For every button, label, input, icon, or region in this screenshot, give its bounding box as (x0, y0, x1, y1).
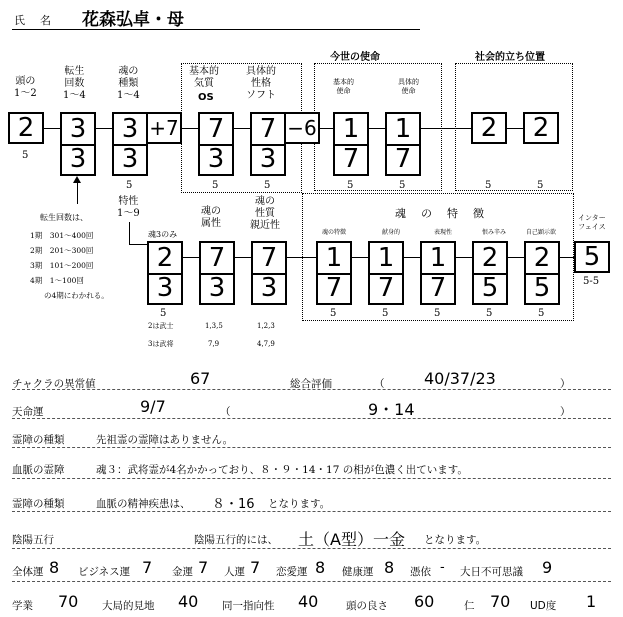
soul-type-bottom: 3 (121, 144, 139, 174)
interface-label: インター フェイス (578, 214, 606, 231)
feature-5-subnum: 5 (538, 308, 545, 319)
feature-5-bottom: 5 (533, 273, 551, 303)
interface-value: 5 (583, 242, 601, 272)
feature-1-box (316, 241, 352, 305)
soul3-note-a: 2は武士 (148, 322, 174, 330)
basic-temperament-label: 基本的 気質 (189, 66, 219, 89)
attribute-label: 魂の 属性 (201, 206, 221, 229)
tenmei-open: （ (220, 406, 231, 418)
concrete-personality-box (250, 112, 286, 176)
rebirth-note-line: 2期 201〜300回 (30, 246, 94, 255)
feature-1-subnum: 5 (330, 308, 337, 319)
mission-title: 今世の使命 (330, 52, 380, 63)
soul3-box (147, 241, 183, 305)
nature-label: 魂の 性質 親近性 (250, 196, 280, 231)
attribute-top: 7 (208, 243, 226, 273)
score-business-label: ビジネス運 (78, 566, 131, 578)
feature-1-label: 魂の特徴 (322, 229, 347, 236)
feature-3-bottom: 7 (429, 273, 447, 303)
reisho1-label: 霊障の種類 (12, 434, 65, 446)
ketsumyaku-label: 血脈の霊障 (12, 464, 65, 476)
basic-bottom: 3 (207, 144, 225, 174)
feature-5-box (524, 241, 560, 305)
trait-line-h (129, 244, 147, 245)
tenmei-label: 天命運 (12, 406, 44, 418)
feature-1-bottom: 7 (325, 273, 343, 303)
connector (235, 257, 251, 258)
score-people-label: 人運 (224, 566, 245, 578)
connector (508, 257, 524, 258)
connector (182, 128, 198, 129)
soul3-subnum: 5 (160, 308, 167, 319)
score-possession-value: - (440, 560, 445, 575)
head-box (8, 112, 44, 144)
social-1-subnum: 5 (485, 180, 492, 191)
basic-subnum: 5 (212, 180, 219, 191)
score-health-label: 健康運 (342, 566, 374, 578)
feature-5-label: 自己顕示欲 (526, 229, 557, 236)
row-underline (12, 478, 611, 479)
trait-label: 特性 1〜9 (117, 196, 140, 219)
connector (421, 128, 471, 129)
score-ud-value: 1 (586, 592, 597, 611)
mission-concrete-bottom: 7 (394, 144, 412, 174)
score-study-value: 70 (58, 592, 79, 611)
mission-concrete-top: 1 (394, 114, 412, 144)
connector (560, 257, 574, 258)
rebirth-note-lines (30, 228, 109, 303)
connector (320, 128, 333, 129)
inyo-prefix: 陰陽五行的には、 (194, 534, 278, 546)
social-box-2 (523, 112, 559, 144)
plus-box (146, 112, 182, 144)
nat-note-a: 1,2,3 (257, 322, 275, 330)
basic-temperament-box (198, 112, 234, 176)
plus-value: +7 (149, 116, 179, 140)
score-love-label: 恋愛運 (276, 566, 308, 578)
concrete-personality-label: 具体的 性格 ソフト (246, 66, 276, 101)
score-jin-label: 仁 (464, 600, 475, 612)
name-label: 氏 名 (14, 14, 53, 27)
rebirth-bottom: 3 (69, 144, 87, 174)
feature-4-label: 恨み辛み (482, 229, 507, 236)
connector (183, 257, 199, 258)
chakra-value: 67 (190, 369, 211, 388)
row-underline (12, 389, 611, 390)
rebirth-note-line: 3期 101〜200回 (30, 261, 94, 270)
row-underline (12, 447, 611, 448)
tenmei-close: ） (560, 406, 571, 418)
connector (96, 128, 112, 129)
soul-features-label: 魂 の 特 徴 (395, 207, 486, 220)
mission-concrete-box (385, 112, 421, 176)
social-title: 社会的立ち位置 (475, 52, 545, 63)
overall-label: 総合評価 (290, 378, 332, 390)
soul-type-label: 魂の 種類 1〜4 (117, 66, 140, 101)
row-underline (12, 581, 611, 582)
rebirth-note-footer: の4期にわかれる。 (44, 291, 109, 300)
connector (287, 257, 316, 258)
feature-3-label: 表現性 (434, 229, 453, 236)
basic-top: 7 (207, 114, 225, 144)
score-dainichi-value: 9 (542, 558, 553, 577)
connector (404, 257, 420, 258)
score-ud-label: UD度 (530, 600, 557, 612)
minus-value: −6 (287, 116, 317, 140)
os-label: OS (198, 92, 214, 103)
reisho1-value: 先祖霊の霊障はありません。 (96, 434, 234, 446)
feature-4-bottom: 5 (481, 273, 499, 303)
rebirth-box (60, 112, 96, 176)
social-2-subnum: 5 (537, 180, 544, 191)
rebirth-top: 3 (69, 114, 87, 144)
feature-2-label: 献身的 (382, 229, 401, 236)
attr-note-a: 1,3,5 (205, 322, 223, 330)
name-underline (12, 29, 420, 30)
scores2-row (12, 594, 611, 614)
connector (234, 128, 250, 129)
score-money-value: 7 (198, 558, 209, 577)
score-broadview-label: 大局的見地 (102, 600, 155, 612)
scores1-row (12, 560, 611, 580)
mission-basic-box (333, 112, 369, 176)
nat-note-b: 4,7,9 (257, 340, 275, 348)
score-love-value: 8 (315, 558, 326, 577)
nature-top: 7 (260, 243, 278, 273)
overall-close: ） (560, 378, 571, 390)
feature-5-top: 2 (533, 243, 551, 273)
name-value: 花森弘卓・母 (82, 10, 184, 30)
concrete-bottom: 3 (259, 144, 277, 174)
score-orientation-value: 40 (298, 592, 319, 611)
ketsumyaku-value: 魂３：武将霊が4名かかっており、８・９・14・17 の相が色濃く出ています。 (96, 464, 468, 476)
head-subnum: 5 (22, 150, 29, 161)
inyo-label: 陰陽五行 (12, 534, 54, 546)
soul-type-top: 3 (121, 114, 139, 144)
soul3-note-b: 3は武将 (148, 340, 174, 348)
inyo-suffix: となります。 (424, 534, 487, 546)
head-value: 2 (17, 113, 35, 143)
score-broadview-value: 40 (178, 592, 199, 611)
soul3-top: 2 (156, 243, 174, 273)
head-label: 頭の 1〜2 (14, 76, 37, 99)
score-possession-label: 憑依 (410, 566, 431, 578)
mission-basic-label: 基本的 使命 (333, 78, 354, 95)
social-box-1 (471, 112, 507, 144)
feature-3-subnum: 5 (434, 308, 441, 319)
score-overall-label: 全体運 (12, 566, 44, 578)
nature-bottom: 3 (260, 273, 278, 303)
soul3-label: 魂3のみ (148, 230, 178, 239)
social-2-value: 2 (532, 113, 550, 143)
row-underline (12, 511, 611, 512)
score-health-value: 8 (384, 558, 395, 577)
score-overall-value: 8 (49, 558, 60, 577)
mission-concrete-label: 具体的 使命 (398, 78, 419, 95)
reisho2-label: 霊障の種類 (12, 498, 65, 510)
feature-4-subnum: 5 (486, 308, 493, 319)
reisho2-value-num: ８・16 (212, 497, 255, 512)
connector (507, 128, 523, 129)
feature-2-bottom: 7 (377, 273, 395, 303)
feature-4-box (472, 241, 508, 305)
rebirth-note-title: 転生回数は、 (40, 213, 88, 222)
mission-basic-subnum: 5 (347, 180, 354, 191)
connector (44, 128, 60, 129)
feature-3-top: 1 (429, 243, 447, 273)
social-1-value: 2 (480, 113, 498, 143)
score-orientation-label: 同一指向性 (222, 600, 275, 612)
score-smartness-value: 60 (414, 592, 435, 611)
attr-note-b: 7,9 (208, 340, 220, 348)
rebirth-note-line: 4期 1〜100回 (30, 276, 84, 285)
trait-line (129, 222, 130, 244)
score-jin-value: 70 (490, 592, 511, 611)
concrete-top: 7 (259, 114, 277, 144)
soul-type-subnum: 5 (126, 180, 133, 191)
feature-2-top: 1 (377, 243, 395, 273)
soul3-bottom: 3 (156, 273, 174, 303)
score-dainichi-label: 大日不可思議 (460, 566, 523, 578)
nature-box (251, 241, 287, 305)
arrow-up-icon (73, 176, 81, 183)
connector (352, 257, 368, 258)
interface-box (574, 241, 610, 273)
attribute-box (199, 241, 235, 305)
mission-basic-top: 1 (342, 114, 360, 144)
mission-basic-bottom: 7 (342, 144, 360, 174)
score-money-label: 金運 (172, 566, 193, 578)
reisho2-value-b: となります。 (268, 498, 331, 510)
feature-4-top: 2 (481, 243, 499, 273)
overall-value: 40/37/23 (424, 369, 496, 388)
feature-3-box (420, 241, 456, 305)
score-study-label: 学業 (12, 600, 33, 612)
inyo-value: 土（A型）一金 (298, 530, 405, 549)
tenmei-value: 9/7 (140, 397, 166, 416)
chakra-label: チャクラの異常値 (12, 378, 96, 390)
connector (456, 257, 472, 258)
soul-type-box (112, 112, 148, 176)
minus-box (284, 112, 320, 144)
row-underline (12, 418, 611, 419)
attribute-bottom: 3 (208, 273, 226, 303)
rebirth-note-line: 1期 301〜400回 (30, 231, 94, 240)
rebirth-label: 転生 回数 1〜4 (63, 66, 86, 101)
connector (369, 128, 385, 129)
feature-1-top: 1 (325, 243, 343, 273)
feature-2-box (368, 241, 404, 305)
row-underline (12, 548, 611, 549)
tenmei-paren-value: 9・14 (368, 400, 415, 419)
overall-open: （ (374, 378, 385, 390)
score-smartness-label: 頭の良さ (346, 600, 388, 612)
mission-concrete-subnum: 5 (399, 180, 406, 191)
reisho2-value-a: 血脈の精神疾患は、 (96, 498, 191, 510)
score-people-value: 7 (250, 558, 261, 577)
feature-2-subnum: 5 (382, 308, 389, 319)
concrete-subnum: 5 (264, 180, 271, 191)
score-business-value: 7 (142, 558, 153, 577)
interface-subnum: 5-5 (583, 276, 600, 287)
